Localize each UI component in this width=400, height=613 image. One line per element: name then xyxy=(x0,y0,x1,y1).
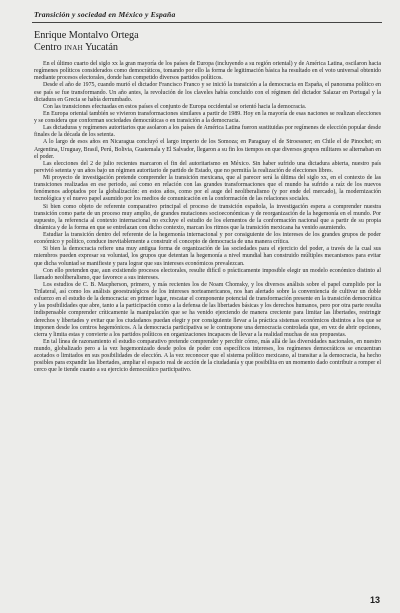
paragraph: Mi proyecto de investigación pretende comprender la transición mexicana, que al parecer será la última del siglo xx, en el contexto de las transiciones realizadas en ese periodo, así como en relación con las grandes transformaciones que el mundo ha sufrido a raíz de los nuevos fenómenos adoptados por la globalización: en estos años, como por el auge del neoliberalismo (y por ende del mercado), la modernización tecnológica y el nuevo papel asumido por los medios de comunicación en la conformación de las relaciones sociales. xyxy=(34,175,381,203)
author-block xyxy=(34,30,139,55)
paragraph: Con ello pretenden que, aun existiendo procesos electorales, resulte difícil o prácticamente imposible elegir un modelo económico distinto al llamado neoliberalismo, que favorece a sus intereses. xyxy=(34,267,381,281)
paragraph: En el último cuarto del siglo xx la gran mayoría de los países de Europa (incluyendo a su región oriental) y de América Latina, oscilaron hacia regímenes políticos considerados como democráticos, tomando por ello la forma de legitimación básica ha resultado en el voto universal obtenido mediante procesos electorales, donde han competido diversos partidos políticos. xyxy=(34,61,381,82)
running-head: Transición y sociedad en México y España xyxy=(34,10,176,19)
institution-prefix: Centro xyxy=(34,42,65,54)
institution-suffix: Yucatán xyxy=(82,42,118,54)
paragraph: En Europa oriental también se vivieron transformaciones similares a partir de 1989. Hoy en la mayoría de esas naciones se realizan elecciones y se considera que conforman sociedades democráticas o en transición a la democracia. xyxy=(34,110,381,124)
author-institution xyxy=(34,42,139,54)
author-name: Enrique Montalvo Ortega xyxy=(34,30,139,41)
article-body xyxy=(34,61,381,375)
paragraph: Con las transiciones efectuadas en estos países el conjunto de Europa occidental se orientó hacia la democracia. xyxy=(43,103,307,110)
paragraph: En tal línea de razonamiento el estudio comparativo pretende comprender y percibir cómo, más allá de las diversidades nacionales, en nuestro mundo, globalizado pero a la vez hegemonizado desde polos de poder con específicos intereses, los regímenes democráticos se encuentran acotados o limitados en sus posibilidades de elección. A la vez reconocer que el sistema político mexicano, al transitar a la democracia, ha hecho posibles para expandir las libertades, ampliar el espacio real de acción de la ciudadanía y que posibilita en un momento dado contribuir a romper el cerco que le tiende cuanto a su ejercicio democrático participativo. xyxy=(34,338,381,374)
paragraph: Las elecciones del 2 de julio recientes marcaron el fin del autoritarismo en México. Sin haber sufrido una dictadura abierta, nuestro país pervivió setenta y un años bajo un régimen autoritario de partido de Estado, que no permitía la realización de elecciones libres. xyxy=(34,160,381,174)
paragraph: Si bien como objeto de referente comparativo principal el proceso de transición española, la investigación espera a comprender nuestra transición como parte de un proceso muy amplio, de grandes mutaciones socioeconómicas y de reorganización de la hegemonía en el mundo. Por supuesto, la referencia al contexto internacional no excluye el estudio de los elementos de la conformación nacional que a partir de su propia dinámica y de la forma en que se entrelazan con dicho contexto, marcan los ritmos que la transición mexicana ha venido asumiendo. xyxy=(34,203,381,231)
header-rule xyxy=(32,22,382,23)
page-number: 13 xyxy=(369,595,380,605)
institution-abbreviation: INAH xyxy=(64,44,83,53)
paragraph: A lo largo de esos años en Nicaragua concluyó el largo imperio de los Somoza; en Paraguay el de Stroessner; en Chile el de Pinochet; en Argentina, Uruguay, Brasil, Perú, Bolivia, Guatemala y El Salvador, llegaron a su fin los tiempos en que diversos grupos militares se alternaban en el poder. xyxy=(34,139,381,160)
paragraph: Estudiar la transición dentro del referente de la hegemonía internacional y por consiguiente de los intereses de los grandes grupos de poder económico y político, conduce inevitablemente a construir el concepto de democracia de una manera crítica. xyxy=(34,232,381,246)
paragraph: Las dictaduras y regímenes autoritarios que asolaron a los países de América Latina fueron sustituidas por regímenes de elección popular desde finales de la década de los setenta. xyxy=(34,125,381,139)
paragraph: Si bien la democracia refiere una muy antigua forma de organización de las sociedades para el ejercicio del poder, a través de la cual sus miembros pueden expresar su voluntad, los grupos que detentan la hegemonía a nivel mundial han construido múltiples mecanismos para evitar que dicha voluntad se manifieste y para lograr que sus intereses económicos prevalezcan. xyxy=(34,246,381,267)
paragraph: Desde el año de 1975, cuando murió el dictador Francisco Franco y se inició la transición a la democracia en España, el panorama político en ese país se fue transformando. Un año antes, la revolución de los claveles había concluido con el régimen del dictador Salazar en Portugal y la dictadura en Grecia se había derrumbado. xyxy=(34,82,381,103)
paragraph: Los estudios de C. B. Macpherson, primero, y más recientes los de Noam Chomsky, y los diversos análisis sobre el papel cumplido por la Trilateral, así como los análisis geoestratégicos de los intereses norteamericanos, nos han alertado sobre la conveniencia de cultivar un doble esfuerzo en el estudio de la democracia: en primer lugar, rescatar el componente potencial de transformación presente en la transición democrática y las posibilidades que abre, tanto a la participación como a la defensa de las libertades básicas y los derechos humanos, pero por otra parte resulta indispensable comprender críticamente la manipulación que se ha venido ejerciendo de manera creciente para limitar las libertades, restringir derechos y libertades y evitar que los ciudadanos puedan elegir y por consiguiente llevar a la práctica sistemas económicos distintos a los que se imponen desde los centros hegemónicos. A la democracia participativa se le contrapone una democracia controlada que, en vez de abrir opciones, cierra y limita estas y convierte a los partidos políticos en organizaciones incapaces de llevar a la realidad muchas de sus propuestas. xyxy=(34,281,381,338)
